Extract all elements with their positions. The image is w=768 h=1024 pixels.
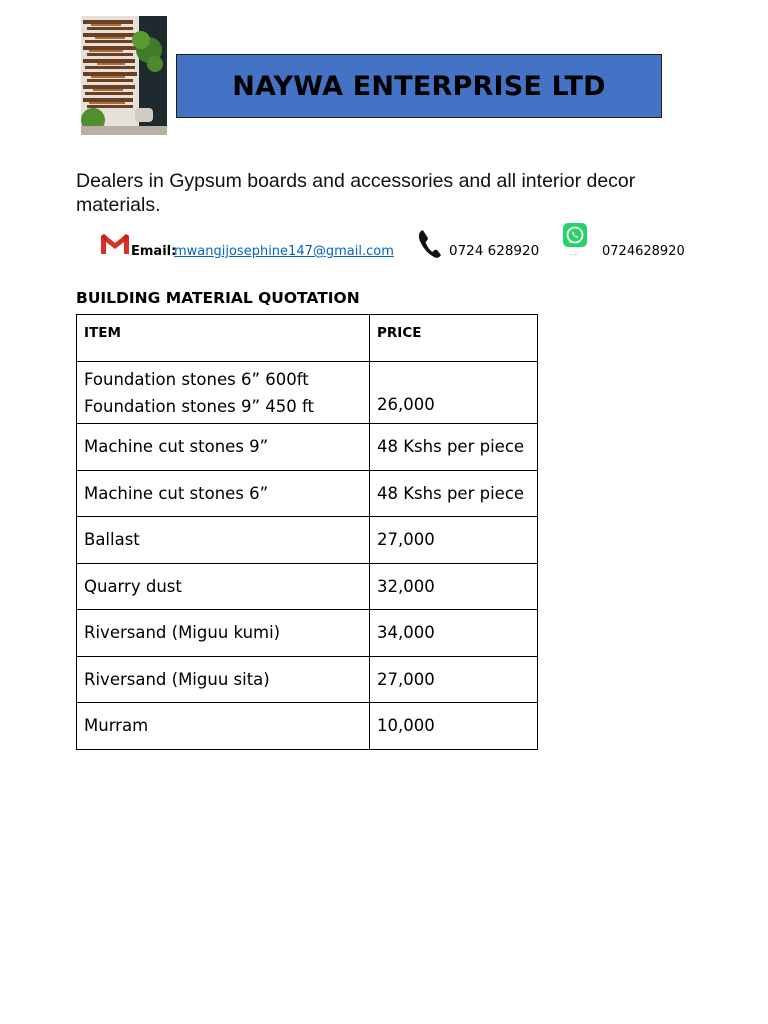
- phone-number: 0724 628920: [449, 243, 540, 259]
- company-tagline: Dealers in Gypsum boards and accessories and all interior decor materials.: [76, 170, 636, 216]
- item-cell: Murram: [77, 703, 370, 750]
- table-row: [77, 424, 538, 471]
- quotation-table: [76, 314, 538, 750]
- price-cell: 26,000: [370, 362, 538, 424]
- table-row: [77, 656, 538, 703]
- item-cell: Quarry dust: [77, 563, 370, 610]
- table-row: [77, 703, 538, 750]
- whatsapp-number: 0724628920: [602, 244, 685, 259]
- price-cell: 48 Kshs per piece: [370, 424, 538, 471]
- price-column-header: PRICE: [370, 315, 538, 362]
- quotation-title: BUILDING MATERIAL QUOTATION: [76, 289, 360, 307]
- item-cell: Riversand (Miguu kumi): [77, 610, 370, 657]
- item-cell: Riversand (Miguu sita): [77, 656, 370, 703]
- item-cell: Ballast: [77, 517, 370, 564]
- item-cell: Machine cut stones 9”: [77, 424, 370, 471]
- table-row: [77, 362, 538, 424]
- item-cell: [77, 362, 370, 424]
- email-label: Email:: [131, 244, 177, 259]
- whatsapp-icon: [562, 222, 588, 260]
- header-banner: [176, 54, 662, 118]
- price-cell: 27,000: [370, 656, 538, 703]
- item-cell: Machine cut stones 6”: [77, 470, 370, 517]
- email-link[interactable]: mwangijosephine147@gmail.com: [174, 244, 394, 259]
- table-row: [77, 470, 538, 517]
- table-header-row: [77, 315, 538, 362]
- price-cell: 34,000: [370, 610, 538, 657]
- table-row: [77, 563, 538, 610]
- price-cell: 10,000: [370, 703, 538, 750]
- contact-row: [0, 222, 768, 262]
- price-cell: 27,000: [370, 517, 538, 564]
- company-name: NAYWA ENTERPRISE LTD: [232, 70, 606, 102]
- item-column-header: ITEM: [77, 315, 370, 362]
- item-line: Foundation stones 6” 600ft: [84, 369, 309, 389]
- phone-icon: [417, 228, 443, 260]
- company-logo-photo: [81, 16, 167, 135]
- gmail-icon: [100, 233, 130, 255]
- price-cell: 48 Kshs per piece: [370, 470, 538, 517]
- table-row: [77, 517, 538, 564]
- item-line: Foundation stones 9” 450 ft: [84, 396, 314, 416]
- table-row: [77, 610, 538, 657]
- price-cell: 32,000: [370, 563, 538, 610]
